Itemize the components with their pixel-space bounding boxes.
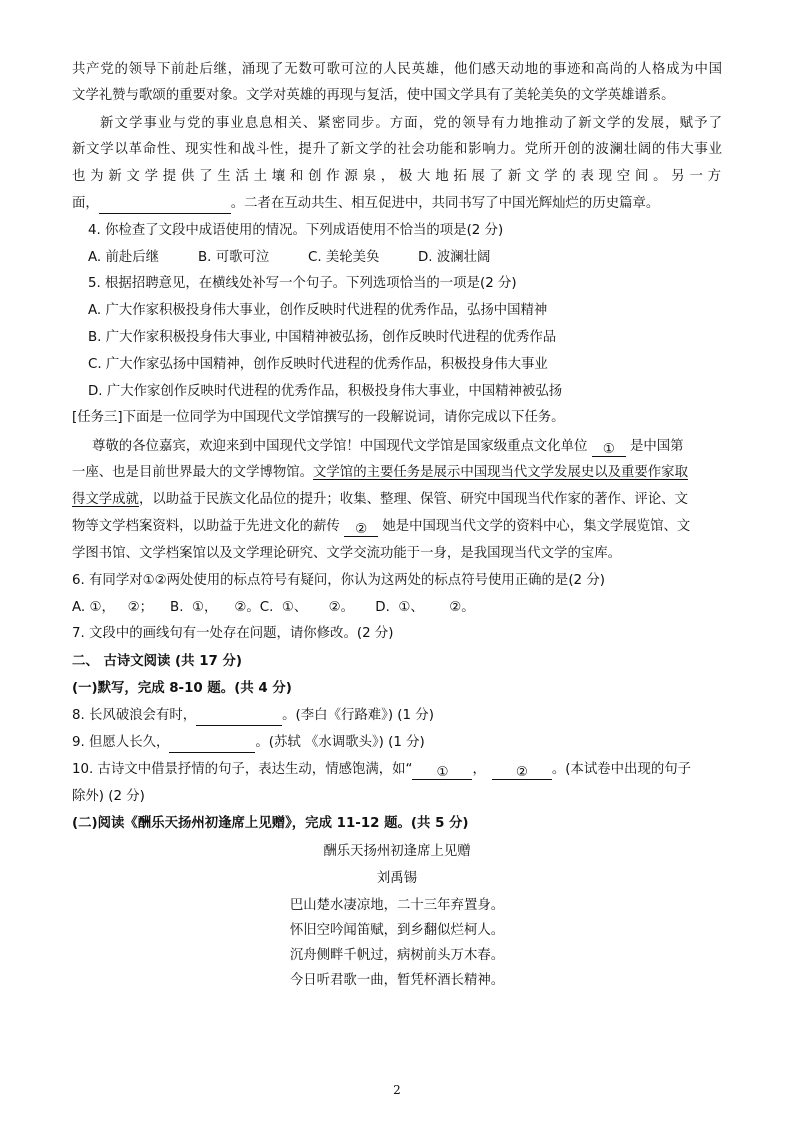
question-4-options — [88, 248, 528, 268]
option-b[interactable]: B. 可歌可泣 — [198, 250, 270, 265]
answer-blank[interactable] — [99, 197, 231, 214]
passage-line-5: 也为新文学提供了生活土壤和创作源泉，极大地拓展了新文学的表现空间。另一方 — [72, 169, 722, 184]
option-c[interactable]: C. 广大作家弘扬中国精神，创作反映时代进程的优秀作品，积极投身伟大事业 — [88, 357, 548, 372]
underlined-sentence: 得文学成就 — [72, 492, 139, 507]
speech-line-1 — [92, 437, 684, 457]
question-7-stem: 7. 文段中的画线句有一处存在问题，请你修改。(2 分) — [72, 626, 394, 641]
question-text: 8. 长风破浪会有时， — [72, 708, 197, 723]
speech-text: ，以助益于民族文化品位的提升；收集、整理、保管、研究中国现当代作家的著作、评论、文 — [138, 492, 688, 507]
option-b[interactable]: B. 广大作家积极投身伟大事业, 中国精神被弘扬，创作反映时代进程的优秀作品 — [88, 330, 557, 345]
question-text: 。(苏轼 《水调歌头》) (1 分) — [255, 735, 425, 750]
page-number: 2 — [393, 1083, 401, 1097]
passage-line-6 — [72, 194, 659, 214]
speech-line-3 — [72, 490, 688, 510]
speech-line-4 — [72, 517, 690, 537]
speech-text: 她是中国现当代文学的资料中心，集文学展览馆、文 — [382, 519, 691, 534]
question-10 — [72, 760, 691, 780]
speech-text: 物等文学档案资料，以助益于先进文化的薪传 — [72, 519, 340, 534]
speech-text: 一座、也是目前世界最大的文学博物馆。 — [72, 465, 314, 480]
question-text: 。(李白《行路难》) (1 分) — [282, 708, 434, 723]
poem-title: 酬乐天扬州初逢席上见赠 — [323, 844, 471, 859]
passage-line-1: 共产党的领导下前赴后继，涌现了无数可歌可泣的人民英雄，他们感天动地的事迹和高尚的人格成为中国 — [72, 62, 722, 77]
poem-author: 刘禹锡 — [376, 871, 418, 886]
question-text: 9. 但愿人长久， — [72, 735, 170, 750]
option-d[interactable]: D. 波澜壮阔 — [418, 250, 491, 265]
task-label: [任务三] — [72, 410, 123, 425]
speech-text: 尊敬的各位嘉宾，欢迎来到中国现代文学馆！中国现代文学馆是国家级重点文化单位 — [92, 439, 588, 454]
part-2-title: (二)阅读《酬乐天扬州初逢席上见赠》，完成 11-12 题。(共 5 分) — [72, 816, 469, 831]
task-3-heading — [72, 408, 565, 428]
question-10-cont: 除外) (2 分) — [72, 789, 145, 804]
passage-line-3: 新文学事业与党的事业息息相关、紧密同步。方面，党的领导有力地推动了新文学的发展，赋予了 — [100, 116, 722, 131]
section-2-title: 二、 古诗文阅读 (共 17 分) — [72, 654, 243, 669]
passage-line-2: 文学礼赞与歌颂的重要对象。文学对英雄的再现与复活，使中国文学具有了美轮美奂的文学英雄谱系。 — [72, 88, 675, 103]
poem-line: 今日听君歌一曲，暂凭杯酒长精神。 — [289, 973, 505, 988]
question-text: ， — [472, 762, 486, 777]
option-a[interactable]: A. 前赴后继 — [88, 250, 159, 265]
answer-blank-1[interactable]: ① — [412, 763, 472, 780]
passage-text: 。二者在互动共生、相互促进中，共同书写了中国光辉灿烂的历史篇章。 — [230, 196, 660, 211]
speech-text: 是中国第 — [629, 439, 684, 454]
task-text: 下面是一位同学为中国现代文学馆撰写的一段解说词，请你完成以下任务。 — [122, 410, 565, 425]
passage-line-4: 新文学以革命性、现实性和战斗性，提升了新文学的社会功能和影响力。党所开创的波澜壮阔的伟大事业 — [72, 142, 722, 157]
answer-blank[interactable] — [169, 736, 255, 753]
poem-line: 沉舟侧畔千帆过，病树前头万木春。 — [289, 948, 505, 963]
speech-line-2 — [72, 463, 688, 483]
question-9 — [72, 733, 425, 753]
answer-blank-2[interactable]: ② — [492, 763, 552, 780]
question-text: 10. 古诗文中借景抒情的句子，表达生动，情感饱满，如“ — [72, 762, 413, 777]
option-a[interactable]: A. 广大作家积极投身伟大事业，创作反映时代进程的优秀作品，弘扬中国精神 — [88, 303, 548, 318]
question-8 — [72, 706, 434, 726]
question-5-stem: 5. 根据招聘意见，在横线处补写一个句子。下列选项恰当的一项是(2 分) — [88, 276, 517, 291]
question-6-options[interactable]: A. ①， ②； B. ①， ②。C. ①、 ②。 D. ①、 ②。 — [72, 600, 475, 615]
speech-line-5: 学图书馆、文学档案馆以及文学理论研究、文学交流功能于一身，是我国现当代文学的宝库。 — [72, 546, 622, 561]
punctuation-blank-2[interactable]: ② — [344, 520, 378, 537]
underlined-sentence: 文学馆的主要任务是展示中国现当代文学发展史以及重要作家取 — [313, 465, 688, 480]
question-6-stem: 6. 有同学对①②两处使用的标点符号有疑问，你认为这两处的标点符号使用正确的是(2 分) — [72, 573, 605, 588]
poem-line: 怀旧空吟闻笛赋，到乡翻似烂柯人。 — [289, 923, 505, 938]
punctuation-blank-1[interactable]: ① — [592, 440, 626, 457]
poem-line: 巴山楚水凄凉地，二十三年弃置身。 — [289, 898, 505, 913]
passage-text: 面， — [72, 196, 99, 211]
option-d[interactable]: D. 广大作家创作反映时代进程的优秀作品，积极投身伟大事业，中国精神被弘扬 — [88, 384, 563, 399]
part-1-title: (一)默写，完成 8-10 题。(共 4 分) — [72, 681, 292, 696]
question-text: 。(本试卷中出现的句子 — [551, 762, 692, 777]
option-c[interactable]: C. 美轮美奂 — [308, 250, 380, 265]
question-4-stem: 4. 你检查了文段中成语使用的情况。下列成语使用不恰当的项是(2 分) — [88, 223, 504, 238]
answer-blank[interactable] — [196, 709, 282, 726]
